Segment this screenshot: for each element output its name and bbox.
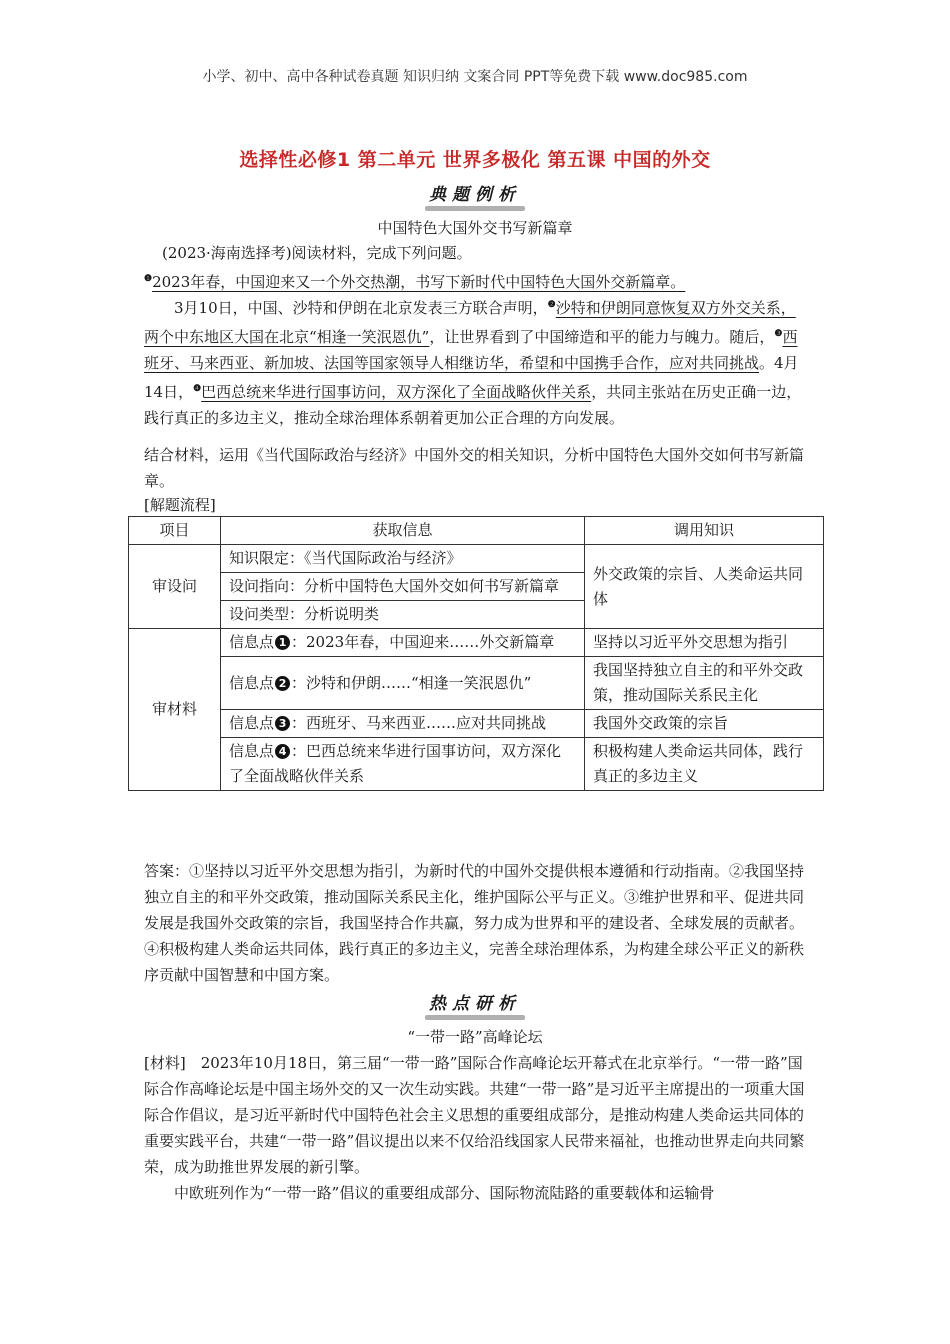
- material-text-2b: 沙特和伊朗同意恢复双方外交关系，两个中东地区大国在北京“相逢一笑泯恩仇”: [144, 299, 796, 346]
- info-cell: [221, 629, 585, 657]
- example-subtitle: 中国特色大国外交书写新篇章: [377, 219, 573, 237]
- hotspot-material-paragraph: [材料] 2023年10月18日，第三届“一带一路”国际合作高峰论坛开幕式在北京举行。“一带一路”国际合作高峰论坛是中国主场外交的又一次生动实践。共建“一带一路”是习近平主席提出的一项重大国际合作倡议，是习近平新时代中国特色社会主义思想的重要组成部分，是推动构建人类命运共同体的重要实践平台，共建“一带一路”倡议提出以来不仅给沿线国家人民带来福祉，也推动世界走向共同繁荣，成为助推世界发展的新引擎。: [144, 1054, 805, 1176]
- marker-3: ❸: [774, 329, 783, 339]
- material-paragraph-2: [144, 292, 810, 431]
- info-text: ：西班牙、马来西亚……应对共同挑战: [291, 714, 547, 732]
- info-text: ：巴西总统来华进行国事访问，双方深化了全面战略伙伴关系: [229, 742, 562, 785]
- knowledge-cell: 坚持以习近平外交思想为指引: [585, 629, 824, 657]
- section-heading-hotspot-text: 热点研析: [429, 994, 521, 1014]
- table-row: [129, 710, 824, 738]
- solution-flow-table: [128, 516, 824, 791]
- section-heading-examples-text: 典题例析: [429, 185, 521, 205]
- material-text-2g: ，共同主张站在历史正确一边，践行真正的多边主义，推动全球治理体系朝着更加公正合理的方向发展。: [144, 383, 802, 427]
- page-header-banner: 小学、初中、高中各种试卷真题 知识归纳 文案合同 PPT等免费下载 www.doc985.com: [202, 69, 748, 85]
- category-cell: 审设问: [129, 545, 221, 629]
- info-cell: 设问类型：分析说明类: [221, 601, 585, 629]
- info-prefix: 信息点: [229, 633, 275, 651]
- info-prefix: 信息点: [229, 742, 275, 760]
- table-header-cell: 获取信息: [221, 517, 585, 545]
- material-text-2c: ，让世界看到了中国缔造和平的能力与魄力。随后，: [429, 328, 775, 346]
- knowledge-cell: 外交政策的宗旨、人类命运共同体: [585, 545, 824, 629]
- marker-4: ❹: [193, 384, 202, 394]
- info-point-badge: 3: [275, 716, 290, 731]
- page-title: 选择性必修1 第二单元 世界多极化 第五课 中国的外交: [239, 149, 711, 171]
- info-point-badge: 2: [275, 676, 290, 691]
- info-prefix: 信息点: [229, 673, 275, 692]
- table-row: [129, 629, 824, 657]
- info-point-badge: 4: [275, 744, 290, 759]
- heading-underline-decoration: [425, 1015, 525, 1020]
- info-cell: 知识限定：《当代国际政治与经济》: [221, 545, 585, 573]
- marker-2: ❷: [547, 300, 556, 310]
- knowledge-cell: 积极构建人类命运共同体，践行真正的多边主义: [585, 738, 824, 791]
- table-row: [129, 545, 824, 573]
- material-paragraph-1: [144, 266, 810, 295]
- table-header-row: [129, 517, 824, 545]
- category-cell: 审材料: [129, 629, 221, 791]
- table-row: [129, 738, 824, 791]
- info-text: ：2023年春，中国迎来……外交新篇章: [291, 633, 555, 651]
- heading-underline-decoration: [425, 206, 525, 211]
- info-text: ：沙特和伊朗……“相逢一笑泯恩仇”: [291, 673, 532, 692]
- hotspot-subtitle: “一带一路”高峰论坛: [407, 1028, 543, 1046]
- knowledge-cell: 我国坚持独立自主的和平外交政策，推动国际关系民主化: [585, 657, 824, 710]
- table-row: [129, 657, 824, 710]
- answer-paragraph: 答案：①坚持以习近平外交思想为指引，为新时代的中国外交提供根本遵循和行动指南。②我国坚持独立自主的和平外交政策，推动国际关系民主化，维护国际公平与正义。③维护世界和平、促进共同发展是我国外交政策的宗旨，我国坚持合作共赢，努力成为世界和平的建设者、全球发展的贡献者。④积极构建人类命运共同体，践行真正的多边主义，完善全球治理体系，为构建全球公平正义的新秩序贡献中国智慧和中国方案。: [144, 862, 805, 984]
- solution-flow-label: [解题流程]: [144, 496, 216, 514]
- table-header-cell: 调用知识: [585, 517, 824, 545]
- question-prompt: 结合材料，运用《当代国际政治与经济》中国外交的相关知识，分析中国特色大国外交如何书写新篇章。: [144, 446, 805, 490]
- question-source: (2023·海南选择考)阅读材料，完成下列问题。: [162, 244, 472, 262]
- material-text-2d: 西班牙、马来西亚、新加坡、法国等国家领导人相继访华，希望和中国携手合作，应对共同挑战: [144, 328, 798, 372]
- material-text-1: 2023年春，中国迎来又一个外交热潮，书写下新时代中国特色大国外交新篇章。: [152, 273, 686, 291]
- section-heading-examples: [0, 180, 950, 211]
- info-point-badge: 1: [275, 635, 290, 650]
- info-cell: [221, 738, 585, 791]
- material-text-2f: 巴西总统来华进行国事访问，双方深化了全面战略伙伴关系: [201, 383, 592, 401]
- info-cell: [221, 710, 585, 738]
- info-prefix: 信息点: [229, 714, 275, 732]
- table-header-cell: 项目: [129, 517, 221, 545]
- material-text-2e: 。4月14日，: [144, 354, 799, 401]
- info-cell: [221, 657, 585, 710]
- knowledge-cell: 我国外交政策的宗旨: [585, 710, 824, 738]
- marker-1: ❶: [144, 274, 153, 284]
- material-text-2a: 3月10日，中国、沙特和伊朗在北京发表三方联合声明，: [174, 299, 548, 317]
- hotspot-paragraph-2: 中欧班列作为“一带一路”倡议的重要组成部分、国际物流陆路的重要载体和运输骨: [174, 1184, 715, 1202]
- info-cell: 设问指向：分析中国特色大国外交如何书写新篇章: [221, 573, 585, 601]
- section-heading-hotspot: [0, 989, 950, 1020]
